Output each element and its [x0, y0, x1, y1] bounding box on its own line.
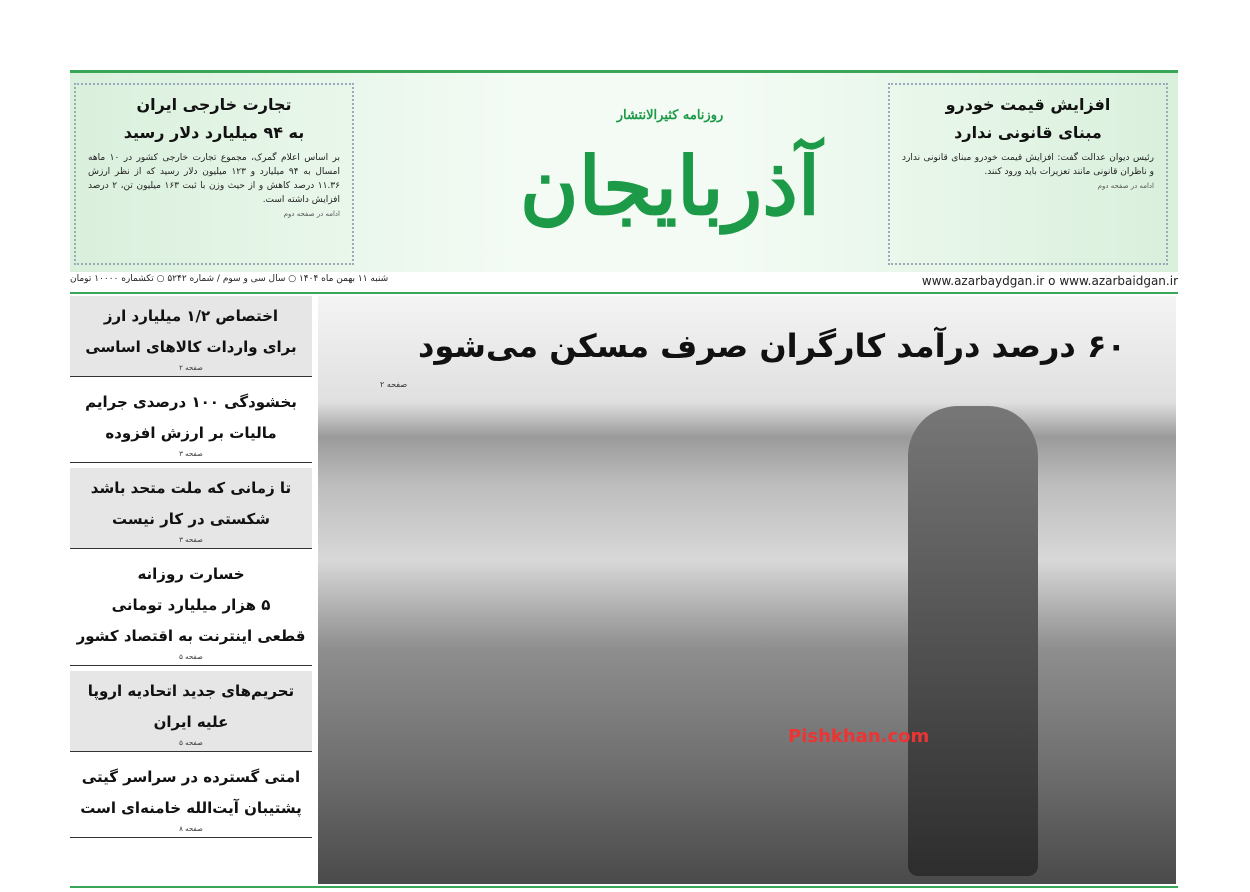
bottom-rule [70, 886, 1178, 888]
main-photo[interactable] [318, 296, 1176, 884]
item-line: اختصاص ۱/۲ میلیارد ارز [103, 307, 279, 325]
item-line: تا زمانی که ملت متحد باشد [90, 479, 292, 497]
list-item[interactable] [70, 757, 312, 838]
page-ref: صفحه ۵ [179, 739, 203, 747]
dateline: شنبه ۱۱ بهمن ماه ۱۴۰۴ ○ سال سی و سوم / شماره ۵۲۴۲ ○ تکشماره ۱۰۰۰۰ تومان [70, 274, 389, 284]
teaser-body: بر اساس اعلام گمرک، مجموع تجارت خارجی کشور در ۱۰ ماهه امسال به ۹۴ میلیارد و ۱۲۳ میلیون دلار رسید که از نظر ارزش ۱۱.۳۶ درصد کاهش و از حیث وزن با ثبت ۱۶۳ میلیون تن، ۲ درصد افزایش داشته است. [88, 153, 341, 205]
continued-note: ادامه در صفحه دوم [283, 210, 340, 218]
list-item[interactable] [70, 671, 312, 752]
teaser-box-left[interactable] [74, 83, 354, 265]
page-ref: صفحه ۸ [179, 825, 203, 833]
page-ref: صفحه ۲ [179, 364, 203, 372]
item-line: بخشودگی ۱۰۰ درصدی جرایم [85, 393, 297, 411]
page-ref: صفحه ۵ [179, 653, 203, 661]
item-line: تحریم‌های جدید اتحادیه اروپا [87, 682, 295, 700]
headline-column [70, 296, 312, 843]
teaser-title: افزایش قیمت خودرو [945, 95, 1111, 114]
item-line: برای واردات کالاهای اساسی [85, 338, 297, 356]
logo-subtitle: روزنامه کثیرالانتشار [616, 108, 724, 123]
teaser-body: رئیس دیوان عدالت گفت: افزایش قیمت خودرو مبنای قانونی ندارد و ناظران قانونی مانند تعزیرات باید ورود کنند. [902, 153, 1154, 177]
page-ref: صفحه ۳ [179, 536, 203, 544]
item-line: شکستی در کار نیست [112, 510, 270, 528]
item-line: قطعی اینترنت به اقتصاد کشور [76, 627, 306, 645]
teaser-title: به ۹۴ میلیارد دلار رسید [123, 123, 305, 142]
list-item[interactable] [70, 468, 312, 549]
page-ref: صفحه ۳ [179, 450, 203, 458]
teaser-title: مبنای قانونی ندارد [954, 123, 1102, 142]
newspaper-logo [460, 79, 880, 269]
logo-text: آذربایجان [519, 139, 821, 233]
masthead [70, 70, 1178, 272]
teaser-box-right[interactable] [888, 83, 1168, 265]
websites[interactable]: www.azarbaydgan.ir o www.azarbaidgan.ir [921, 274, 1178, 288]
worker-figure [908, 406, 1038, 876]
item-line: ۵ هزار میلیارد تومانی [111, 596, 271, 614]
item-line: امتی گسترده در سراسر گیتی [81, 768, 301, 786]
item-line: علیه ایران [153, 713, 229, 731]
item-line: خسارت روزانه [137, 565, 245, 583]
main-headline: ۶۰ درصد درآمد کارگران صرف مسکن می‌شود [417, 327, 1126, 365]
page-ref: صفحه ۲ [380, 380, 408, 389]
continued-note: ادامه در صفحه دوم [1097, 182, 1154, 190]
teaser-title: تجارت خارجی ایران [136, 95, 292, 114]
list-item[interactable] [70, 382, 312, 463]
list-item[interactable] [70, 296, 312, 377]
list-item[interactable] [70, 554, 312, 666]
item-line: مالیات بر ارزش افزوده [105, 424, 277, 442]
watermark: Pishkhan.com [788, 726, 930, 747]
item-line: پشتیبان آیت‌الله خامنه‌ای است [80, 799, 302, 817]
